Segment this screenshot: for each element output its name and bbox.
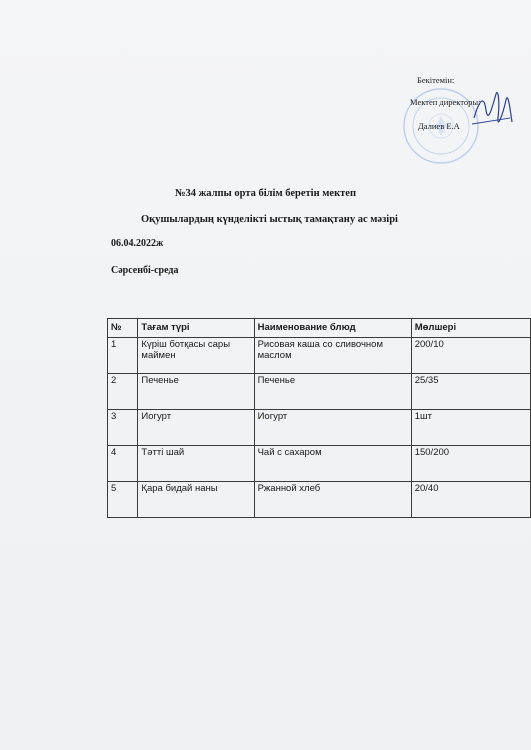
row-number: 2 [108, 374, 138, 410]
dish-type: Иогурт [138, 410, 254, 446]
menu-day: Сәрсенбі-среда [111, 265, 179, 276]
director-name: Далиев Е.А [418, 121, 460, 131]
menu-date: 06.04.2022ж [111, 238, 164, 249]
header-dish-type: Тағам түрі [138, 319, 254, 338]
portion: 25/35 [411, 374, 530, 410]
header-dish-name: Наименование блюд [254, 319, 411, 338]
dish-name: Ржанной хлеб [254, 482, 411, 518]
table-row [108, 410, 531, 446]
school-title: №34 жалпы орта білім беретін мектеп [174, 188, 356, 199]
dish-name: Иогурт [254, 410, 411, 446]
dish-name: Рисовая каша со сливочном маслом [254, 338, 411, 374]
dish-type: Тәтті шай [138, 446, 254, 482]
header-portion: Мөлшері [411, 319, 530, 338]
row-number: 3 [108, 410, 138, 446]
table-row [108, 338, 531, 374]
table-header-row [108, 319, 531, 338]
table-row [108, 374, 531, 410]
approval-label: Бекітемін: [417, 75, 455, 85]
dish-type: Печенье [138, 374, 254, 410]
dish-name: Чай с сахаром [254, 446, 411, 482]
portion: 200/10 [411, 338, 530, 374]
row-number: 1 [108, 338, 138, 374]
director-label: Мектеп директоры: [410, 97, 481, 107]
portion: 150/200 [411, 446, 530, 482]
row-number: 4 [108, 446, 138, 482]
dish-type: Қара бидай наны [138, 482, 254, 518]
menu-table [107, 318, 531, 518]
dish-type: Күріш ботқасы сары маймен [138, 338, 254, 374]
director-signature [470, 88, 520, 136]
row-number: 5 [108, 482, 138, 518]
table-row [108, 482, 531, 518]
table-row [108, 446, 531, 482]
dish-name: Печенье [254, 374, 411, 410]
portion: 1шт [411, 410, 530, 446]
portion: 20/40 [411, 482, 530, 518]
header-number: № [108, 319, 138, 338]
menu-title: Оқушылардың күнделікті ыстық тамақтану ас мәзірі [141, 214, 398, 225]
